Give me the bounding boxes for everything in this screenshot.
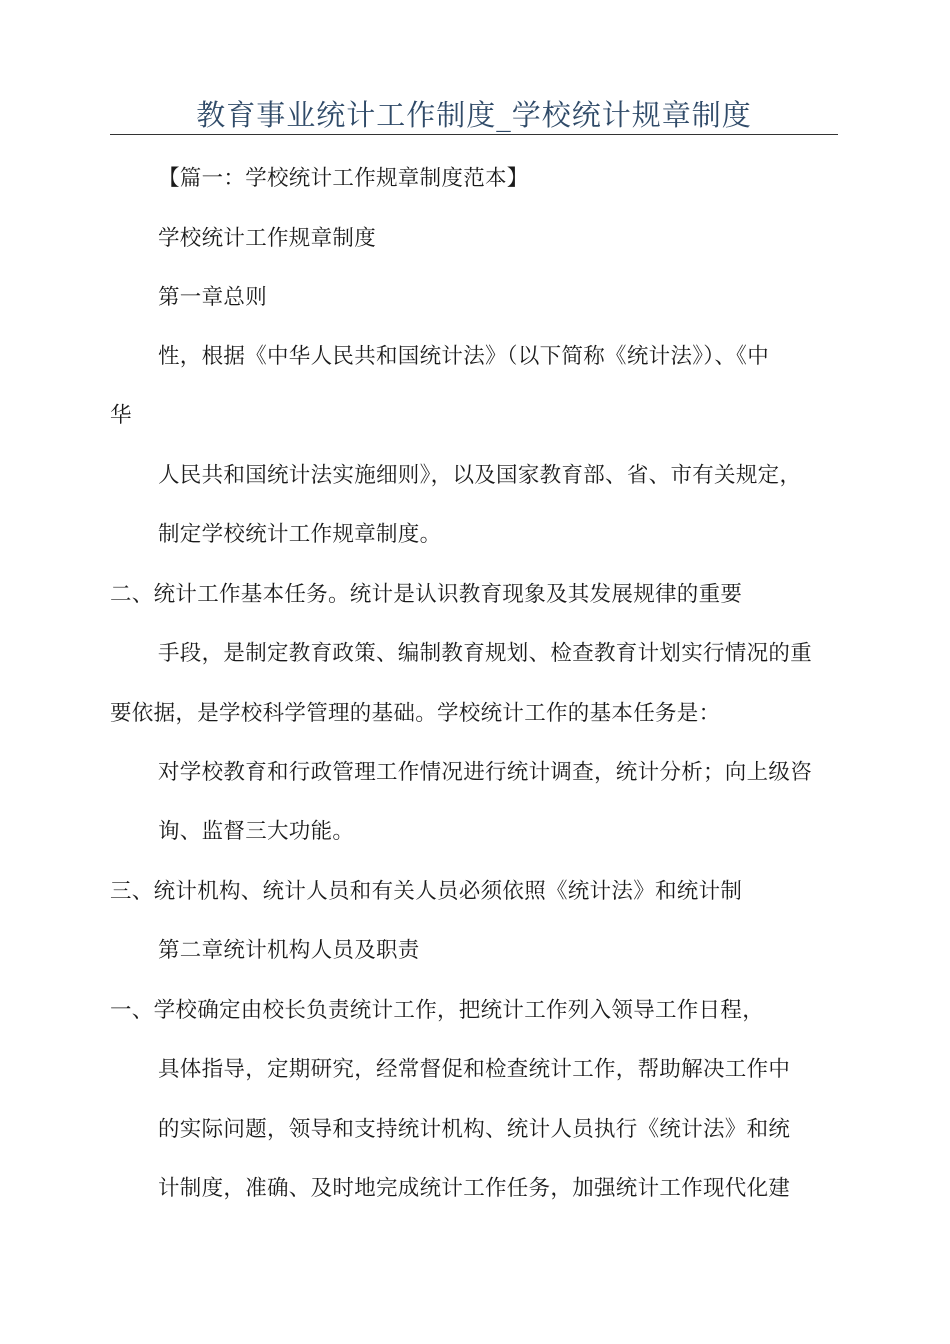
paragraph-line: 性，根据《中华人民共和国统计法》（以下简称《统计法》）、《中: [158, 344, 770, 369]
chapter-heading: 第二章统计机构人员及职责: [158, 938, 420, 963]
paragraph-line: 手段，是制定教育政策、编制教育规划、检查教育计划实行情况的重: [158, 641, 813, 666]
paragraph-line: 计制度，准确、及时地完成统计工作任务，加强统计工作现代化建: [158, 1176, 791, 1201]
document-title-block: [110, 96, 838, 135]
paragraph-line: 询、监督三大功能。: [158, 819, 355, 844]
section-heading: 【篇一：学校统计工作规章制度范本】: [158, 166, 529, 191]
paragraph-line: 要依据，是学校科学管理的基础。学校统计工作的基本任务是：: [110, 701, 721, 726]
document-title: 教育事业统计工作制度_学校统计规章制度: [196, 98, 752, 132]
paragraph-line: 对学校教育和行政管理工作情况进行统计调查，统计分析；向上级咨: [158, 760, 813, 785]
paragraph-line: 制定学校统计工作规章制度。: [158, 522, 442, 547]
paragraph-line: 人民共和国统计法实施细则》，以及国家教育部、省、市有关规定，: [158, 463, 802, 488]
paragraph-line: 华: [110, 403, 132, 428]
paragraph-line: 具体指导，定期研究，经常督促和检查统计工作，帮助解决工作中: [158, 1057, 791, 1082]
chapter-heading: 第一章总则: [158, 285, 268, 310]
paragraph-line: 二、统计工作基本任务。统计是认识教育现象及其发展规律的重要: [110, 582, 743, 607]
paragraph-line: 三、统计机构、统计人员和有关人员必须依照《统计法》和统计制: [110, 879, 743, 904]
paragraph-line: 一、学校确定由校长负责统计工作，把统计工作列入领导工作日程，: [110, 998, 765, 1023]
paragraph-line: 的实际问题，领导和支持统计机构、统计人员执行《统计法》和统: [158, 1117, 791, 1142]
paragraph-line: 学校统计工作规章制度: [158, 226, 377, 251]
